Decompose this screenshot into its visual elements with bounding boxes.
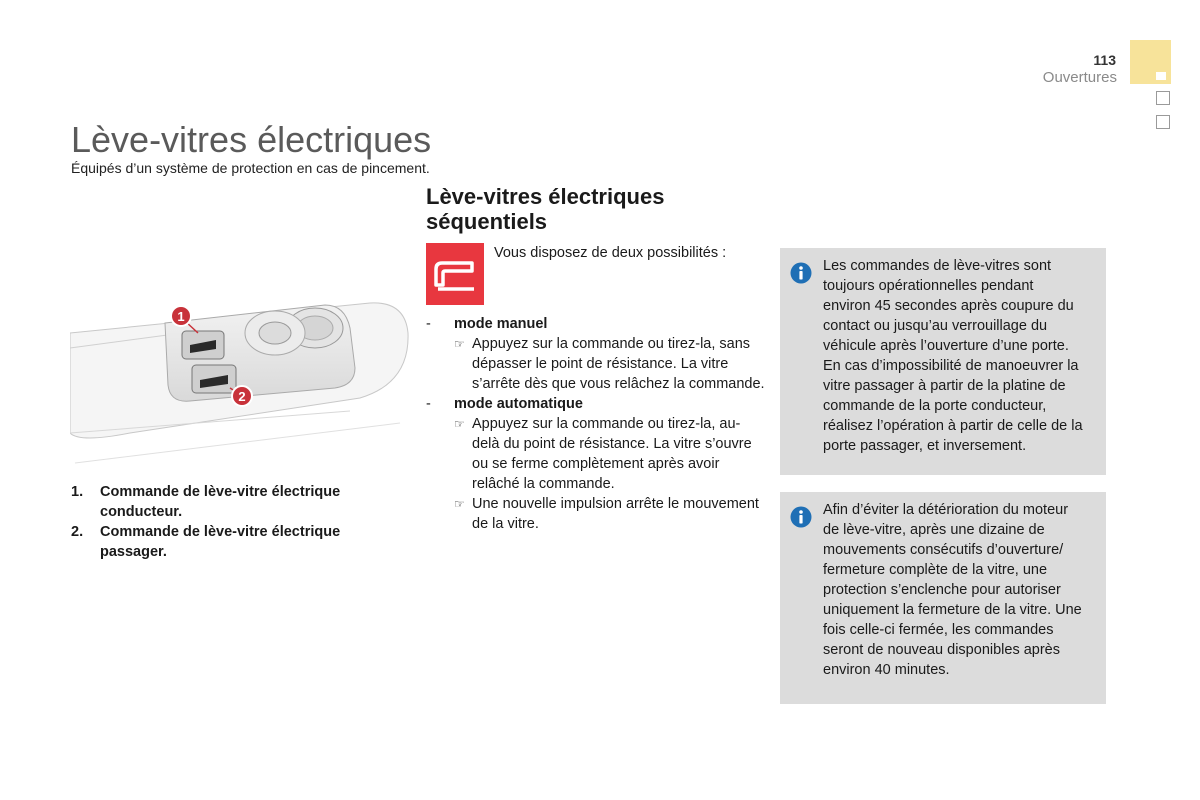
mode-title bbox=[426, 314, 766, 334]
mode-step bbox=[426, 494, 766, 534]
pointing-hand-icon: ☞ bbox=[454, 337, 465, 351]
svg-text:1: 1 bbox=[177, 309, 185, 324]
caption-number: 2. bbox=[71, 524, 84, 540]
caption-number: 1. bbox=[71, 484, 84, 500]
mode-step-text: Appuyez sur la commande ou tirez-la, sans dépasser le point de résistance. La vitre s’arrête dès que vous relâchez la commande. bbox=[472, 336, 765, 392]
chapter-tab bbox=[1130, 40, 1171, 84]
caption-text: Commande de lève-vitre électrique passager. bbox=[100, 524, 341, 560]
pointing-hand-icon: ☞ bbox=[454, 497, 465, 511]
page-title: Lève-vitres électriques bbox=[71, 119, 432, 160]
mode-step-text: Une nouvelle impulsion arrête le mouvement de la vitre. bbox=[472, 496, 759, 532]
info-text: Les commandes de lève-vitres sont toujours opérationnelles pendant environ 45 secondes après coupure du contact ou jusqu’au verrouillage du véhicule après l’ouverture d’une porte. En cas d’impossibilité de manoeuvrer la vitre passager à partir de la platine de commande de la porte conducteur, réalisez l’opération à partir de celle de la porte passager, et inversement. bbox=[823, 258, 1083, 454]
mode-title-text: mode manuel bbox=[454, 316, 548, 332]
mode-title-text: mode automatique bbox=[454, 396, 583, 412]
pointing-hand-icon: ☞ bbox=[454, 417, 465, 431]
mode-list bbox=[426, 314, 766, 534]
svg-text:2: 2 bbox=[238, 389, 246, 404]
chapter-tab-box bbox=[1156, 115, 1170, 129]
section-heading: Lève-vitres électriques séquentiels bbox=[426, 184, 665, 234]
dash: - bbox=[426, 316, 431, 332]
sequential-window-icon bbox=[426, 243, 484, 305]
caption-text: Commande de lève-vitre électrique conducteur. bbox=[100, 484, 341, 520]
info-text: Afin d’éviter la détérioration du moteur de lève-vitre, après une dizaine de mouvements consécutifs d’ouverture/ fermeture complète de la vitre, une protection s’enclenche pour autoriser uniquement la fermeture de la vitre. Une fois celle-ci fermée, les commandes seront de nouveau disponibles après environ 40 minutes. bbox=[823, 502, 1082, 678]
dash: - bbox=[426, 396, 431, 412]
info-box bbox=[780, 492, 1106, 704]
caption-item bbox=[71, 522, 391, 562]
window-switch-illustration bbox=[70, 293, 410, 468]
mode-title bbox=[426, 394, 766, 414]
page-number: 113 bbox=[1093, 52, 1116, 68]
mode-step bbox=[426, 414, 766, 494]
info-icon bbox=[790, 262, 812, 284]
caption-list bbox=[71, 482, 391, 562]
section-name: Ouvertures bbox=[1042, 69, 1117, 86]
info-icon bbox=[790, 506, 812, 528]
info-box bbox=[780, 248, 1106, 475]
mode-step bbox=[426, 334, 766, 394]
caption-item bbox=[71, 482, 391, 522]
page-subtitle: Équipés d’un système de protection en cas de pincement. bbox=[71, 160, 430, 176]
chapter-tab-box bbox=[1156, 91, 1170, 105]
intro-text: Vous disposez de deux possibilités : bbox=[494, 245, 727, 261]
mode-step-text: Appuyez sur la commande ou tirez-la, au-delà du point de résistance. La vitre s’ouvre ou se ferme complètement après avoir relâché la commande. bbox=[472, 416, 752, 492]
